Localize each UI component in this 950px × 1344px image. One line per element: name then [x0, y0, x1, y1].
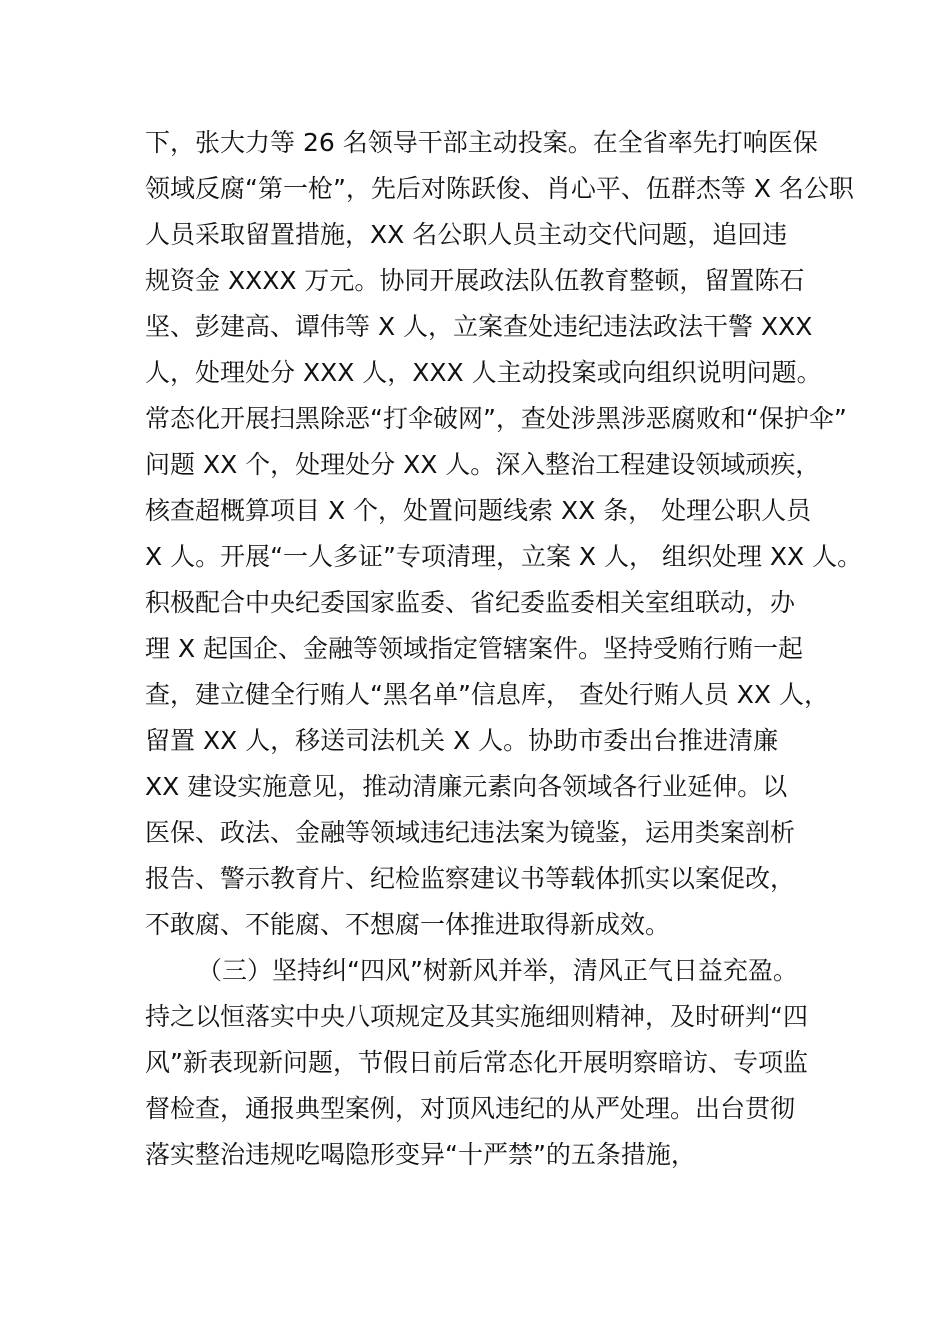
text-line: 问题 XX 个，处理处分 XX 人。深入整治工程建设领域顽疾， — [145, 450, 821, 479]
text-line: 留置 XX 人，移送司法机关 X 人。协助市委出台推进清廉 — [145, 726, 779, 755]
text-line: 下，张大力等 26 名领导干部主动投案。在全省率先打响医保 — [145, 128, 818, 157]
text-line: XX 建设实施意见，推动清廉元素向各领域各行业延伸。以 — [145, 772, 788, 801]
text-line: 医保、政法、金融等领域违纪违法案为镜鉴，运用类案剖析 — [145, 818, 796, 847]
text-line: 规资金 XXXX 万元。协同开展政法队伍教育整顿，留置陈石 — [145, 266, 805, 295]
text-line: 持之以恒落实中央八项规定及其实施细则精神，及时研判“四 — [145, 1002, 808, 1031]
text-line: 坚、彭建高、谭伟等 X 人，立案查处违纪违法政法干警 XXX — [145, 312, 813, 341]
text-line: 不敢腐、不能腐、不想腐一体推进取得新成效。 — [145, 910, 671, 939]
text-line: 落实整治违规吃喝隐形变异“十严禁”的五条措施， — [145, 1140, 696, 1169]
text-line: 积极配合中央纪委国家监委、省纪委监委相关室组联动，办 — [145, 588, 796, 617]
text-line: 理 X 起国企、金融等领域指定管辖案件。坚持受贿行贿一起 — [145, 634, 804, 663]
text-line: 常态化开展扫黑除恶“打伞破网”，查处涉黑涉恶腐败和“保护伞” — [145, 404, 847, 433]
text-line: 领域反腐“第一枪”，先后对陈跃俊、肖心平、伍群杰等 X 名公职 — [145, 174, 854, 203]
text-line: 报告、警示教育片、纪检监察建议书等载体抓实以案促改， — [145, 864, 796, 893]
document-body — [145, 120, 865, 1178]
text-line: 核查超概算项目 X 个，处置问题线索 XX 条， 处理公职人员 — [145, 496, 812, 525]
text-line: X 人。开展“一人多证”专项清理，立案 X 人， 组织处理 XX 人。 — [145, 542, 863, 571]
text-line: 督检查，通报典型案例，对顶风违纪的从严处理。出台贯彻 — [145, 1094, 796, 1123]
text-line: 人员采取留置措施，XX 名公职人员主动交代问题，追回违 — [145, 220, 788, 249]
section-heading: （三）坚持纠“四风”树新风并举，清风正气日益充盈。 — [197, 956, 798, 985]
text-line: 风”新表现新问题，节假日前后常态化开展明察暗访、专项监 — [145, 1048, 808, 1077]
text-line: 查，建立健全行贿人“黑名单”信息库， 查处行贿人员 XX 人， — [145, 680, 829, 709]
text-line: 人，处理处分 XXX 人，XXX 人主动投案或向组织说明问题。 — [145, 358, 822, 387]
